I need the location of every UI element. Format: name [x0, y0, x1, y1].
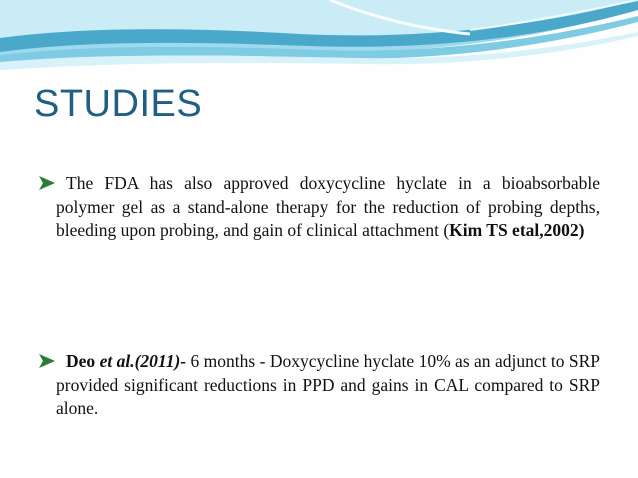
bullet-deo-text: 6 months - Doxycycline hyclate 10% as an adjunct to SRP provided significant reductions in PPD and gains in CAL compared to SRP alone.: [56, 351, 601, 418]
arrow-bullet-icon: [38, 353, 56, 369]
bullet-fda-approval: [38, 172, 600, 243]
header-wave-decoration: [0, 0, 638, 80]
bullet-fda-text: The FDA has also approved doxycycline hyclate in a bioabsorbable polymer gel as a stand-alone therapy for the reduction of probing depths, bleeding upon probing, and gain of clinical attachment (: [56, 173, 600, 240]
slide-title: STUDIES: [34, 83, 203, 125]
author-deo: Deo: [66, 351, 100, 371]
citation-etal: et al.(2011)-: [99, 351, 187, 371]
arrow-bullet-icon: [38, 175, 56, 191]
bullet-deo-study: [38, 350, 600, 421]
citation-kim: Kim TS etal,2002): [449, 220, 585, 240]
